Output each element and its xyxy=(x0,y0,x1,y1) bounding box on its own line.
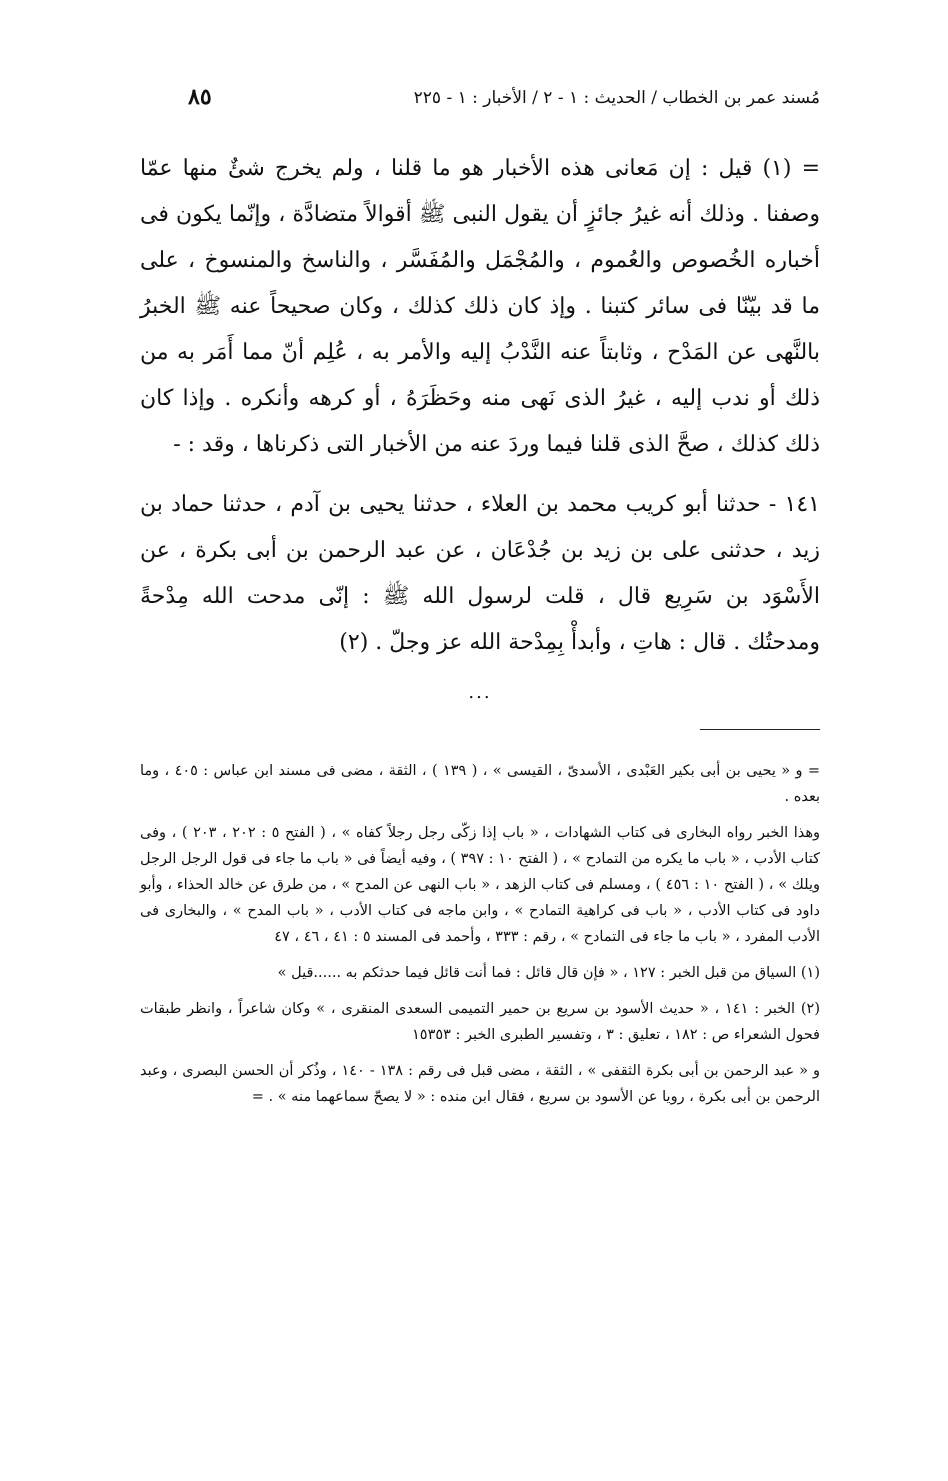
main-text xyxy=(140,146,820,666)
section-separator: ... xyxy=(468,682,492,703)
footnotes xyxy=(140,758,820,1110)
running-title: مُسند عمر بن الخطاب / الحديث : ١ - ٢ / الأخبار : ١ - ٢٢٥ xyxy=(413,88,820,108)
running-head xyxy=(140,78,820,118)
commentary-paragraph: = (١) قيل : إن مَعانى هذه الأخبار هو ما قلنا ، ولم يخرج شئٌ منها عمّا وصفنا . وذلك أنه غيرُ جائزٍ أن يقول النبى ﷺ أقوالاً متضادَّة ، وإنّما يكون فى أخباره الخُصوص والعُموم ، والمُجْمَل والمُفَسَّر ، والناسخ والمنسوخ ، على ما قد بيّنّا فى سائر كتبنا . وإذ كان ذلك كذلك ، وكان صحيحاً عنه ﷺ الخبرُ بالنَّهى عن المَدْح ، وثابتاً عنه النَّدْبُ إليه والأمر به ، عُلِم أنّ مما أَمَر به من ذلك أو ندب إليه ، غيرُ الذى نَهى منه وحَظَرَهُ ، أو كرهه وأنكره . وإذا كان ذلك كذلك ، صحَّ الذى قلنا فيما وردَ عنه من الأخبار التى ذكرناها ، وقد : - xyxy=(140,156,820,457)
footnote-divider xyxy=(700,729,820,730)
footnote-1: (١) السياق من قبل الخبر : ١٢٧ ، « فإن قال قائل : فما أنت قائل فيما حدثكم به ......قيل » xyxy=(277,965,820,981)
page-number: ٨٥ xyxy=(188,84,212,110)
hadith-paragraph-141: ١٤١ - حدثنا أبو كريب محمد بن العلاء ، حدثنا يحيى بن آدم ، حدثنا حماد بن زيد ، حدثنى على بن زيد بن جُدْعَان ، عن عبد الرحمن بن أبى بكرة ، عن الأَسْوَد بن سَرِيع قال ، قلت لرسول الله ﷺ : إنّى مدحت الله مِدْحةً ومدحتُك . قال : هاتِ ، وأبدأْ بِمِدْحة الله عز وجلّ . (٢) xyxy=(140,492,820,655)
footnote-continuation: = و « يحيى بن أبى بكير العَبْدى ، الأسدىّ ، القيسى » ، ( ١٣٩ ) ، الثقة ، مضى فى مسند ابن عباس : ٤٠٥ ، وما بعده . xyxy=(140,763,820,805)
footnote-2: (٢) الخبر : ١٤١ ، « حديث الأسود بن سريع بن حمير التميمى السعدى المنقرى ، » وكان شاعراً ، وانظر طبقات فحول الشعراء ص : ١٨٢ ، تعليق : ٣ ، وتفسير الطبرى الخبر : ١٥٣٥٣ xyxy=(140,1001,820,1043)
book-page xyxy=(140,78,820,1110)
footnote-2-continued: و « عبد الرحمن بن أبى بكرة الثقفى » ، الثقة ، مضى قبل فى رقم : ١٣٨ - ١٤٠ ، وذُكر أن الحسن البصرى ، وعبد الرحمن بن أبى بكرة ، رويا عن الأسود بن سريع ، فقال ابن منده : « لا يصحّ سماعهما منه » . = xyxy=(140,1063,820,1105)
footnote-sources: وهذا الخبر رواه البخارى فى كتاب الشهادات ، « باب إذا زكّى رجل رجلاً كفاه » ، ( الفتح ٥ : ٢٠٢ ، ٢٠٣ ) ، وفى كتاب الأدب ، « باب ما يكره من التمادح » ، ( الفتح ١٠ : ٣٩٧ ) ، وفيه أيضاً فى « باب ما جاء فى قول الرجل الرجل ويلك » ، ( الفتح ١٠ : ٤٥٦ ) ، ومسلم فى كتاب الزهد ، « باب النهى عن المدح » ، من طرق عن خالد الحذاء ، وأبو داود فى كتاب الأدب ، « باب فى كراهية التمادح » ، وابن ماجه فى كتاب الأدب ، « باب المدح » ، والبخارى فى الأدب المفرد ، « باب ما جاء فى التمادح » ، رقم : ٣٣٣ ، وأحمد فى المسند ٥ : ٤١ ، ٤٦ ، ٤٧ xyxy=(140,825,821,945)
